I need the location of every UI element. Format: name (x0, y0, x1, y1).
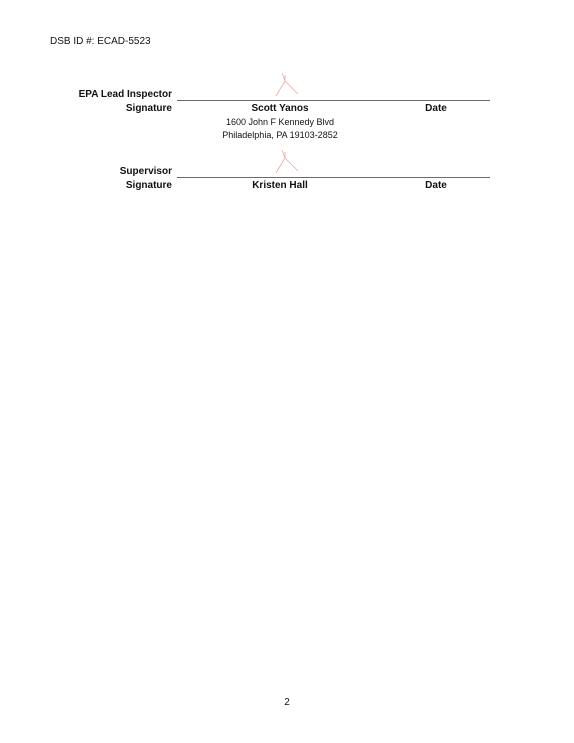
page-number: 2 (284, 697, 290, 708)
address-line-1: 1600 John F Kennedy Blvd (225, 117, 335, 127)
signer-name: Kristen Hall (252, 180, 308, 191)
role-label: Supervisor (119, 166, 172, 177)
signature-mark-icon (270, 72, 300, 98)
date-label: Date (425, 103, 447, 114)
signature-mark-icon (270, 149, 300, 175)
signer-name: Scott Yanos (251, 103, 309, 114)
date-label: Date (425, 180, 447, 191)
signature-label: Signature (125, 180, 172, 191)
document-id: DSB ID #: ECAD-5523 (50, 36, 151, 47)
role-label: EPA Lead Inspector (78, 89, 172, 100)
signature-line (177, 100, 490, 101)
address-line-2: Philadelphia, PA 19103-2852 (222, 130, 338, 140)
signature-line (177, 177, 490, 178)
signature-label: Signature (125, 103, 172, 114)
